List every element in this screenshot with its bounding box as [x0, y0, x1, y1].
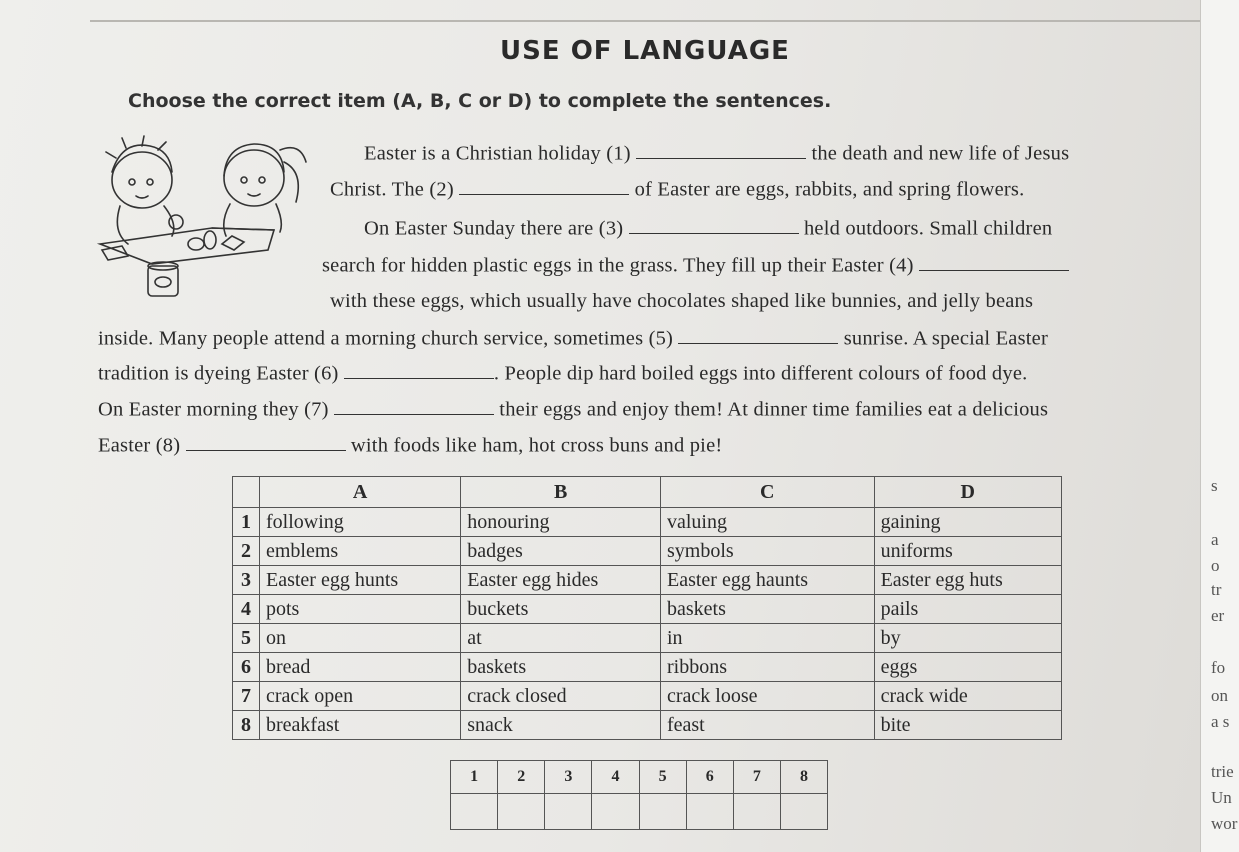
- option-cell[interactable]: in: [660, 624, 874, 653]
- margin-fragment: a s: [1211, 712, 1230, 731]
- blank-3[interactable]: [629, 215, 799, 234]
- text-line-2: Christ. The (2) of Easter are eggs, rabbits, and spring flowers.: [330, 176, 1024, 201]
- blank-8[interactable]: [186, 432, 346, 451]
- option-cell[interactable]: snack: [461, 711, 661, 740]
- margin-fragment: on: [1211, 686, 1228, 705]
- margin-fragment: er: [1211, 606, 1225, 625]
- row-number: 4: [233, 595, 260, 624]
- answer-number: 6: [686, 761, 733, 794]
- option-cell[interactable]: gaining: [874, 508, 1061, 537]
- text-line-1: Easter is a Christian holiday (1) the death and new life of Jesus: [364, 140, 1069, 165]
- text-line-5: with these eggs, which usually have chocolates shaped like bunnies, and jelly beans: [330, 290, 1034, 312]
- answer-box[interactable]: [733, 794, 780, 830]
- table-row: [233, 537, 1062, 566]
- corner-cell: [233, 477, 260, 508]
- answer-grid-input-row: [451, 794, 828, 830]
- option-cell[interactable]: baskets: [660, 595, 874, 624]
- row-number: 6: [233, 653, 260, 682]
- option-cell[interactable]: bread: [260, 653, 461, 682]
- answer-box[interactable]: [639, 794, 686, 830]
- column-header-b: B: [461, 477, 661, 508]
- table-row: [233, 682, 1062, 711]
- row-number: 5: [233, 624, 260, 653]
- margin-fragment: fo: [1211, 658, 1226, 677]
- column-header-a: A: [260, 477, 461, 508]
- option-cell[interactable]: valuing: [660, 508, 874, 537]
- option-cell[interactable]: eggs: [874, 653, 1061, 682]
- option-cell[interactable]: feast: [660, 711, 874, 740]
- option-cell[interactable]: at: [461, 624, 661, 653]
- option-cell[interactable]: baskets: [461, 653, 661, 682]
- option-cell[interactable]: pails: [874, 595, 1061, 624]
- option-cell[interactable]: honouring: [461, 508, 661, 537]
- option-cell[interactable]: badges: [461, 537, 661, 566]
- answer-grid-header: [451, 761, 828, 794]
- option-cell[interactable]: Easter egg hunts: [260, 566, 461, 595]
- option-cell[interactable]: buckets: [461, 595, 661, 624]
- instruction: Choose the correct item (A, B, C or D) to complete the sentences.: [128, 90, 832, 112]
- answer-number: 5: [639, 761, 686, 794]
- option-cell[interactable]: by: [874, 624, 1061, 653]
- row-number: 2: [233, 537, 260, 566]
- options-table: [232, 476, 1062, 740]
- row-number: 7: [233, 682, 260, 711]
- answer-box[interactable]: [592, 794, 639, 830]
- margin-fragment: a: [1211, 530, 1219, 549]
- option-cell[interactable]: crack wide: [874, 682, 1061, 711]
- options-header-row: [233, 477, 1062, 508]
- row-number: 8: [233, 711, 260, 740]
- table-row: [233, 711, 1062, 740]
- option-cell[interactable]: crack closed: [461, 682, 661, 711]
- next-page-edge: [1200, 0, 1239, 852]
- answer-number: 3: [545, 761, 592, 794]
- row-number: 3: [233, 566, 260, 595]
- answer-box[interactable]: [780, 794, 827, 830]
- margin-fragment: Un: [1211, 788, 1232, 807]
- text-line-9: Easter (8) with foods like ham, hot cross buns and pie!: [98, 432, 722, 457]
- row-number: 1: [233, 508, 260, 537]
- table-row: [233, 653, 1062, 682]
- option-cell[interactable]: Easter egg hides: [461, 566, 661, 595]
- margin-fragment: trie: [1211, 762, 1234, 781]
- option-cell[interactable]: emblems: [260, 537, 461, 566]
- option-cell[interactable]: bite: [874, 711, 1061, 740]
- answer-number: 2: [498, 761, 545, 794]
- option-cell[interactable]: on: [260, 624, 461, 653]
- answer-box[interactable]: [498, 794, 545, 830]
- option-cell[interactable]: crack loose: [660, 682, 874, 711]
- answer-box[interactable]: [686, 794, 733, 830]
- margin-fragment: wor: [1211, 814, 1238, 833]
- table-row: [233, 566, 1062, 595]
- option-cell[interactable]: symbols: [660, 537, 874, 566]
- answer-box[interactable]: [545, 794, 592, 830]
- text-line-3: On Easter Sunday there are (3) held outdoors. Small children: [364, 215, 1052, 240]
- option-cell[interactable]: following: [260, 508, 461, 537]
- option-cell[interactable]: Easter egg haunts: [660, 566, 874, 595]
- margin-fragment: o: [1211, 556, 1220, 575]
- blank-5[interactable]: [678, 325, 838, 344]
- answer-number: 8: [780, 761, 827, 794]
- margin-fragment: s: [1211, 476, 1218, 495]
- table-row: [233, 508, 1062, 537]
- blank-7[interactable]: [334, 396, 494, 415]
- option-cell[interactable]: breakfast: [260, 711, 461, 740]
- answer-number: 1: [451, 761, 498, 794]
- answer-box[interactable]: [451, 794, 498, 830]
- option-cell[interactable]: crack open: [260, 682, 461, 711]
- blank-4[interactable]: [919, 252, 1069, 271]
- table-row: [233, 624, 1062, 653]
- children-dyeing-eggs-illustration: [92, 132, 312, 310]
- margin-fragment: tr: [1211, 580, 1222, 599]
- text-line-6: inside. Many people attend a morning church service, sometimes (5) sunrise. A special Easter: [98, 325, 1048, 350]
- table-row: [233, 595, 1062, 624]
- option-cell[interactable]: Easter egg huts: [874, 566, 1061, 595]
- blank-6[interactable]: [344, 360, 494, 379]
- text-line-8: On Easter morning they (7) their eggs and enjoy them! At dinner time families eat a delicious: [98, 396, 1048, 421]
- answer-number: 4: [592, 761, 639, 794]
- blank-2[interactable]: [459, 176, 629, 195]
- text-line-4: search for hidden plastic eggs in the grass. They fill up their Easter (4): [322, 252, 1069, 277]
- option-cell[interactable]: ribbons: [660, 653, 874, 682]
- page-title: USE OF LANGUAGE: [500, 36, 790, 66]
- text-line-7: tradition is dyeing Easter (6) . People dip hard boiled eggs into different colours of food dye.: [98, 360, 1027, 385]
- option-cell[interactable]: pots: [260, 595, 461, 624]
- top-rule: [90, 20, 1200, 22]
- column-header-d: D: [874, 477, 1061, 508]
- answer-grid: [450, 760, 828, 830]
- option-cell[interactable]: uniforms: [874, 537, 1061, 566]
- column-header-c: C: [660, 477, 874, 508]
- answer-number: 7: [733, 761, 780, 794]
- blank-1[interactable]: [636, 140, 806, 159]
